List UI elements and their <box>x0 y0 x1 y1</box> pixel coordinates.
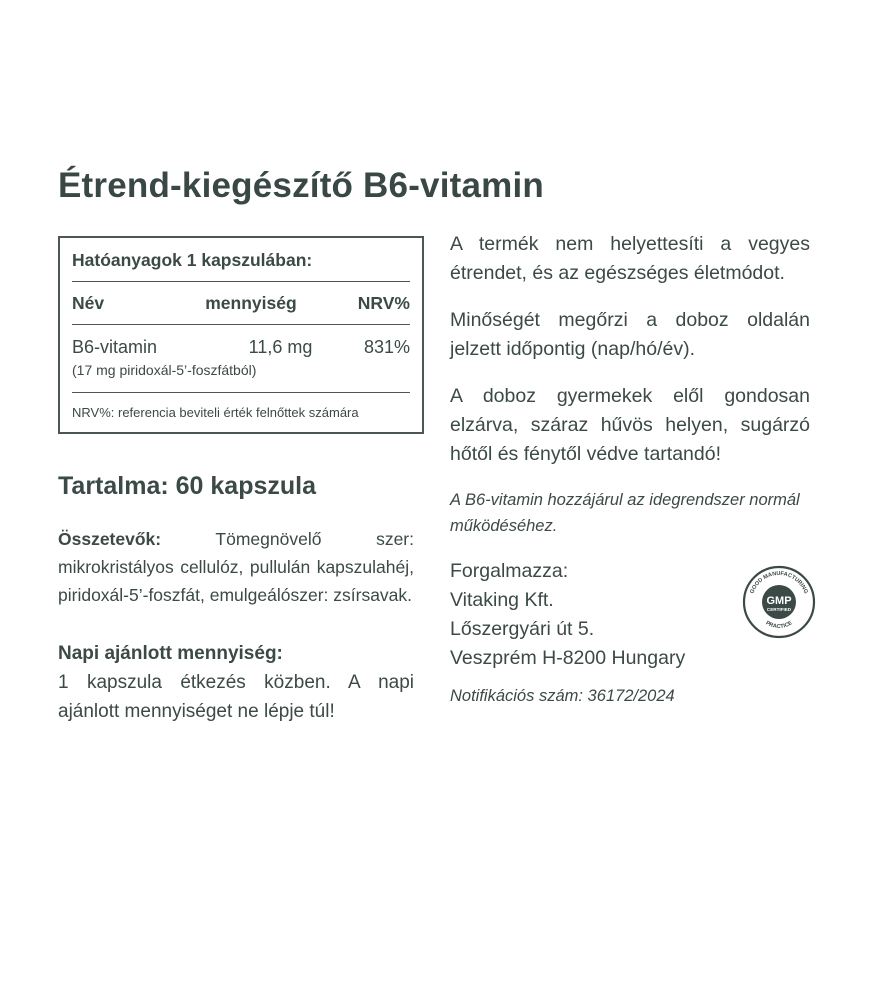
col-name: Név <box>72 293 105 313</box>
best-before-paragraph: Minőségét megőrzi a doboz oldalán jelzett időpontig (nap/hó/év). <box>450 309 810 360</box>
gmp-seal-icon <box>742 565 816 639</box>
distributor-label: Forgalmazza: <box>450 560 569 582</box>
health-claim: A B6-vitamin hozzájárul az idegrendszer normál működéséhez. <box>450 491 800 535</box>
distributor-block <box>450 557 810 673</box>
col-nrv: NRV% <box>357 293 410 313</box>
distributor-city: Veszprém H-8200 Hungary <box>450 647 686 669</box>
nutrition-footnote: NRV%: referencia beviteli érték felnőttek számára <box>72 405 359 420</box>
distributor-company: Vitaking Kft. <box>450 589 554 611</box>
distributor-street: Lőszergyári út 5. <box>450 618 595 640</box>
contents-heading: Tartalma: 60 kapszula <box>58 472 316 500</box>
nutrition-columns <box>72 282 410 325</box>
nutrition-table <box>58 236 424 434</box>
daily-dose-text: 1 kapszula étkezés közben. A napi ajánlott mennyiséget ne lépje túl! <box>58 672 414 722</box>
gmp-ring-top: GOOD MANUFACTURING <box>749 570 809 595</box>
col-amount: mennyiség <box>205 293 297 313</box>
gmp-center-text: GMP <box>766 595 792 607</box>
row-name: B6-vitamin <box>72 337 158 357</box>
row-amount: 11,6 mg <box>248 337 313 357</box>
disclaimer-paragraph: A termék nem helyettesíti a vegyes étrendet, és az egészséges életmódot. <box>450 233 810 284</box>
right-column <box>450 230 810 706</box>
gmp-certified-text: CERTIFIED <box>766 607 792 612</box>
notification-number: Notifikációs szám: 36172/2024 <box>450 687 675 705</box>
ingredients-text: Tömegnövelő szer: mikrokristályos cellulóz, pullulán kapszulahéj, piridoxál-5’-foszfát, emulgeálószer: zsírsavak. <box>58 529 414 605</box>
row-nrv: 831% <box>363 337 410 357</box>
page-title: Étrend-kiegészítő B6-vitamin <box>58 166 544 205</box>
ingredients <box>58 525 414 609</box>
daily-dose-label: Napi ajánlott mennyiség: <box>58 643 283 664</box>
ingredients-label: Összetevők: <box>58 529 162 549</box>
left-column <box>58 236 414 726</box>
gmp-ring-bottom: PRACTICE <box>764 620 794 631</box>
nutrition-row <box>72 325 410 358</box>
daily-dose <box>58 639 414 726</box>
storage-paragraph: A doboz gyermekek elől gondosan elzárva, száraz hűvös helyen, sugárzó hőtől és fénytől védve tartandó! <box>450 385 810 465</box>
nutrition-header: Hatóanyagok 1 kapszulában: <box>72 238 410 282</box>
nutrition-source: (17 mg piridoxál-5’-foszfátból) <box>72 358 410 393</box>
